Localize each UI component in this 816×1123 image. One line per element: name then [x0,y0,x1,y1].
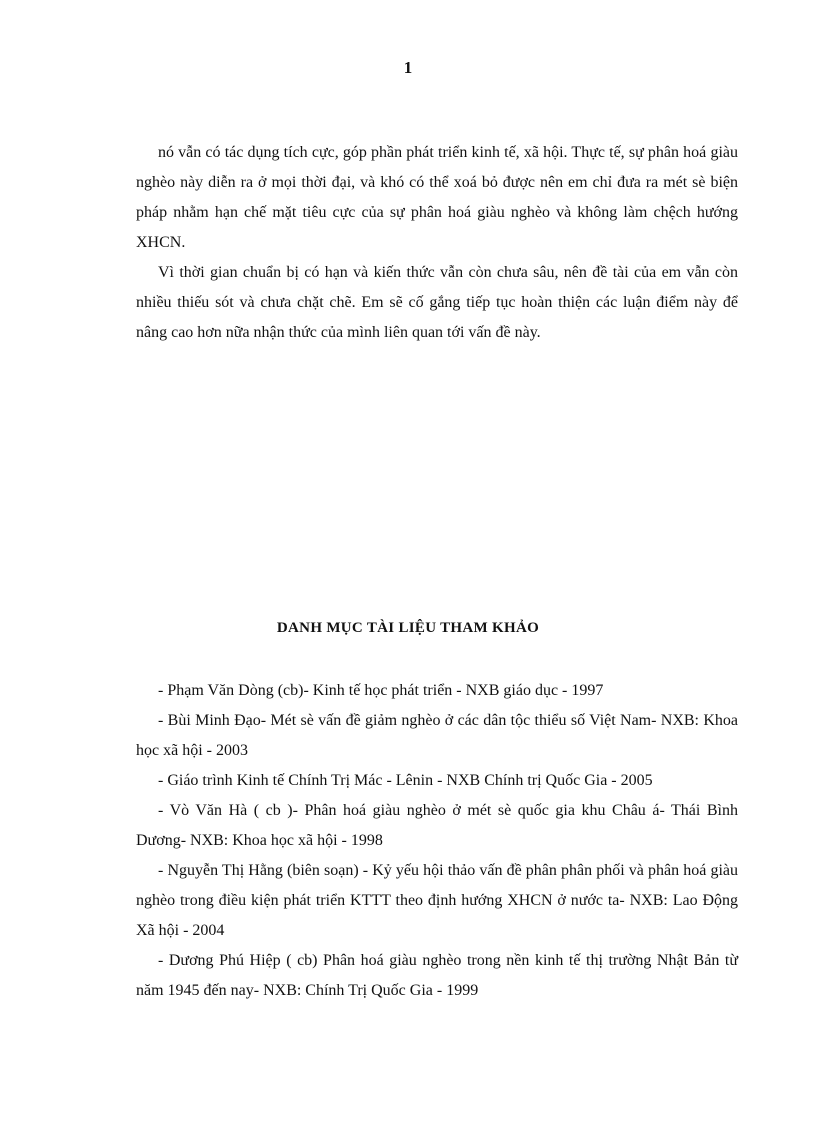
reference-item: - Dương Phú Hiệp ( cb) Phân hoá giàu nghèo trong nền kinh tế thị trường Nhật Bản từ năm 1945 đến nay- NXB: Chính Trị Quốc Gia - 1999 [136,952,738,999]
body-paragraph: Vì thời gian chuẩn bị có hạn và kiến thức vẫn còn chưa sâu, nên đề tài của em vẫn còn nhiều thiếu sót và chưa chặt chẽ. Em sẽ cố gắng tiếp tục hoàn thiện các luận điểm này để nâng cao hơn nữa nhận thức của mình liên quan tới vấn đề này. [136,264,738,341]
conclusion-text [136,138,738,348]
reference-item: - Giáo trình Kinh tế Chính Trị Mác - Lênin - NXB Chính trị Quốc Gia - 2005 [158,772,653,789]
reference-item: - Bùi Minh Đạo- Mét sè vấn đề giảm nghèo ở các dân tộc thiểu số Việt Nam- NXB: Khoa học xã hội - 2003 [136,712,738,759]
body-paragraph: nó vẫn có tác dụng tích cực, góp phần phát triển kinh tế, xã hội. Thực tế, sự phân hoá giàu nghèo này diễn ra ở mọi thời đại, và khó có thể xoá bỏ được nên em chỉ đưa ra mét sè biện pháp nhằm hạn chế mặt tiêu cực của sự phân hoá giàu nghèo và không làm chệch hướng XHCN. [136,144,738,251]
references-list [136,676,738,1006]
page-number: 1 [403,58,413,77]
reference-item: - Vò Văn Hà ( cb )- Phân hoá giàu nghèo ở mét sè quốc gia khu Châu á- Thái Bình Dương- NXB: Khoa học xã hội - 1998 [136,802,738,849]
reference-item: - Phạm Văn Dòng (cb)- Kinh tế học phát triển - NXB giáo dục - 1997 [158,682,604,699]
reference-item: - Nguyễn Thị Hằng (biên soạn) - Kỷ yếu hội thảo vấn đề phân phân phối và phân hoá giàu nghèo trong điều kiện phát triển KTTT theo định hướng XHCN ở nước ta- NXB: Lao Động Xã hội - 2004 [136,862,738,939]
references-title: DANH MỤC TÀI LIỆU THAM KHẢO [276,620,540,636]
